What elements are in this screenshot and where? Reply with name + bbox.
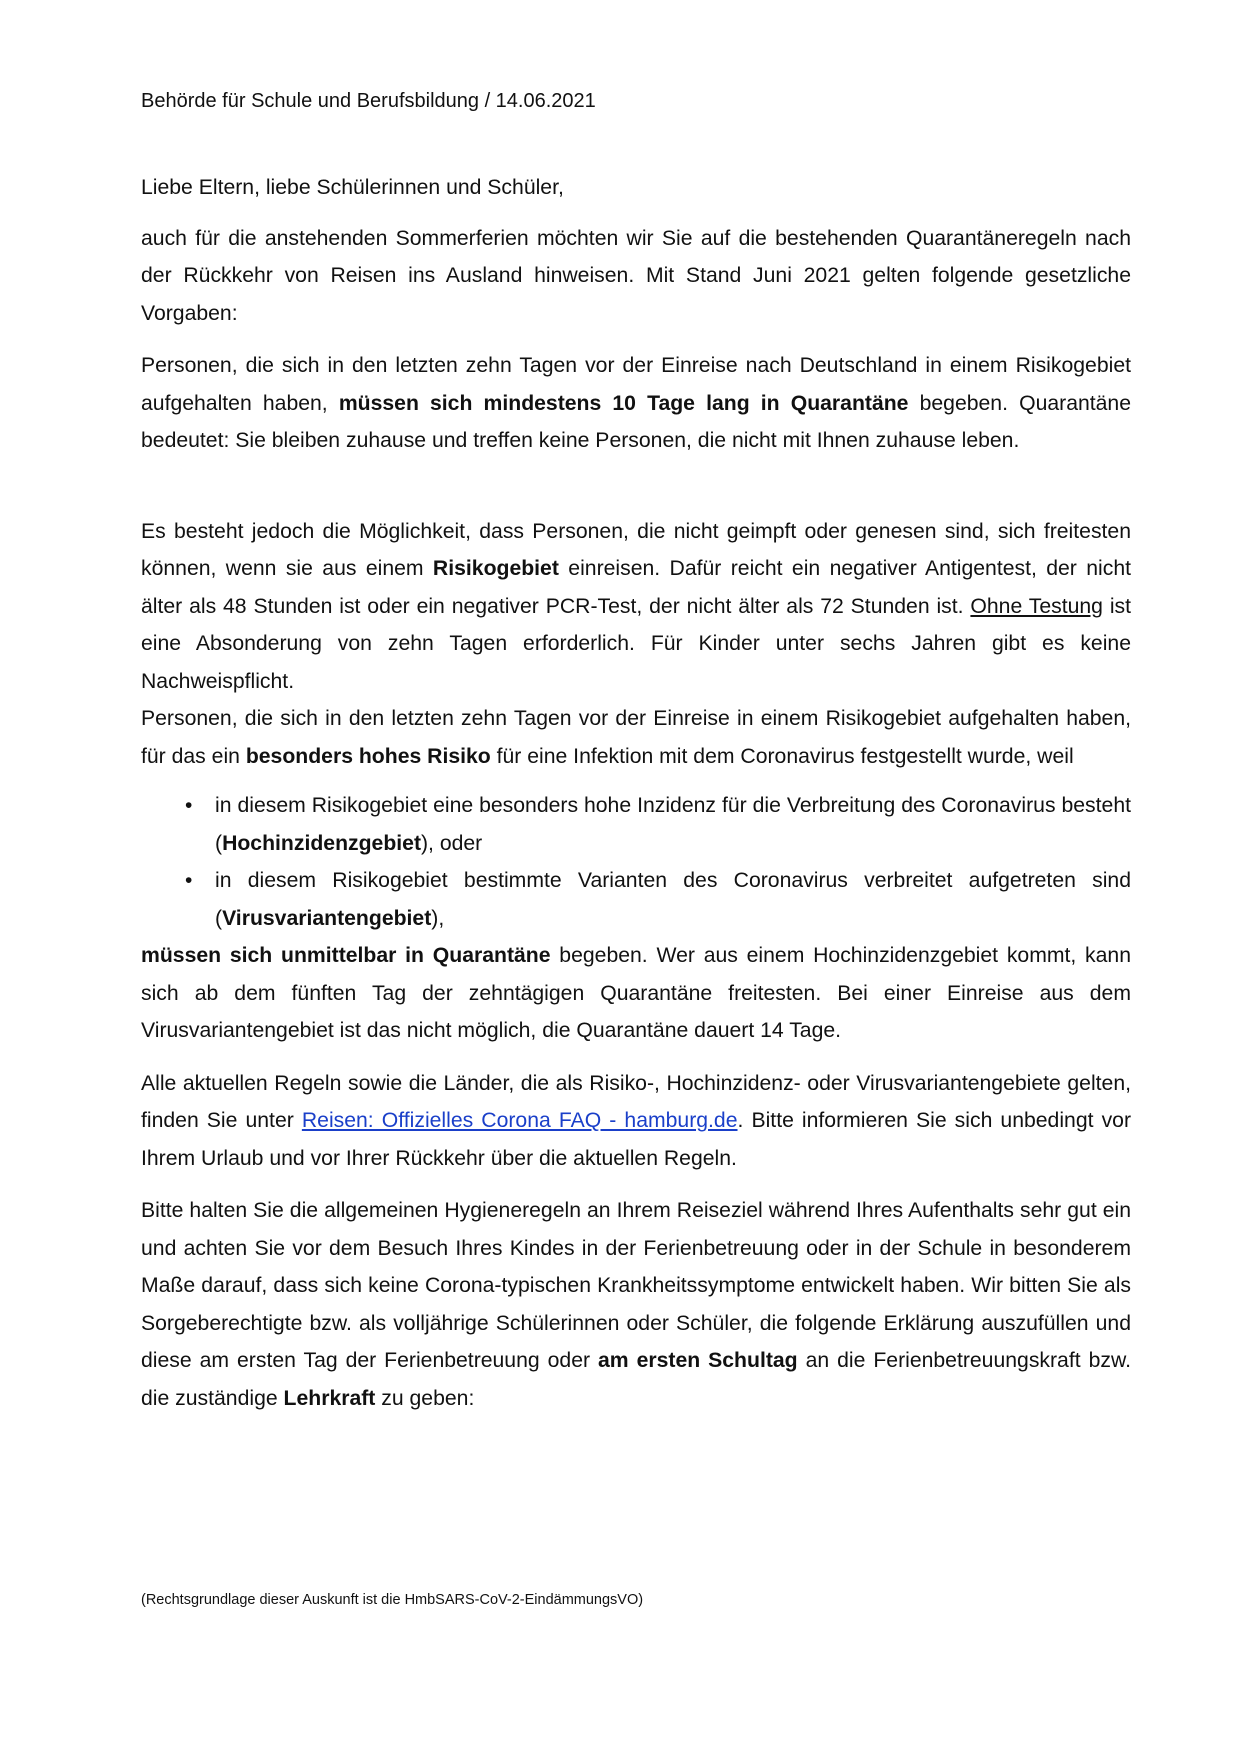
text: begeben. Quarantäne bedeutet: Sie bleiben zuhause und treffen keine Personen, die nicht mit Ihnen zuhause leben. <box>141 391 1131 452</box>
text: ), <box>431 906 445 930</box>
legal-footnote: (Rechtsgrundlage dieser Auskunft ist die HmbSARS-CoV-2-EindämmungsVO) <box>141 1592 644 1608</box>
text: zu geben: <box>375 1386 475 1410</box>
text: einreisen. Dafür reicht ein negativer Antigentest, der nicht älter als 48 Stunden ist oder ein negativer PCR-Test, der nicht älter als 72 Stunden ist. <box>141 557 1131 618</box>
text: ), oder <box>421 831 483 855</box>
text: Es besteht jedoch die Möglichkeit, dass Personen, die nicht geimpft oder genesen sind, sich freitesten können, wenn sie aus einem <box>141 519 1131 580</box>
paragraph-immediate-quarantine <box>141 937 1131 1050</box>
text: in diesem Risikogebiet eine besonders hohe Inzidenz für die Verbreitung des Coronavirus besteht ( <box>215 794 1131 855</box>
greeting: Liebe Eltern, liebe Schülerinnen und Schüler, <box>141 176 564 199</box>
bold-text: Lehrkraft <box>283 1386 376 1410</box>
list-item <box>141 862 1131 937</box>
bold-text: müssen sich unmittelbar in Quarantäne <box>141 944 551 967</box>
paragraph-high-risk <box>141 700 1131 775</box>
bold-text: Risikogebiet <box>432 557 559 580</box>
faq-link[interactable]: Reisen: Offizielles Corona FAQ - hamburg.de <box>301 1109 738 1132</box>
text: Bitte halten Sie die allgemeinen Hygieneregeln an Ihrem Reiseziel während Ihres Aufenthalts sehr gut ein und achten Sie vor dem Besuch Ihres Kindes in der Ferienbetreuung oder in der Schule in besonderem Maße darauf, dass sich keine Corona-typischen Krankheitssymptome entwickelt haben. Wir bitten Sie als Sorgeberechtigte bzw. als volljährige Schülerinnen oder Schüler, die folgende Erklärung auszufüllen und diese am ersten Tag der Ferienbetreuung oder <box>141 1199 1131 1372</box>
letter-header: Behörde für Schule und Berufsbildung / 14.06.2021 <box>141 90 596 112</box>
bold-text: am ersten Schultag <box>598 1349 798 1372</box>
text: ist eine Absonderung von zehn Tagen erforderlich. Für Kinder unter sechs Jahren gibt es keine Nachweispflicht. <box>141 594 1132 693</box>
bold-text: Virusvariantengebiet <box>222 906 432 930</box>
text: Alle aktuellen Regeln sowie die Länder, die als Risiko-, Hochinzidenz- oder Virusvariantengebiete gelten, finden Sie unter <box>141 1071 1131 1132</box>
bold-text: müssen sich mindestens 10 Tage lang in Quarantäne <box>338 391 909 415</box>
text: für eine Infektion mit dem Coronavirus festgestellt wurde, weil <box>490 744 1074 768</box>
letter-body <box>141 169 1131 1417</box>
text: in diesem Risikogebiet bestimmte Varianten des Coronavirus verbreitet aufgetreten sind ( <box>215 869 1131 930</box>
paragraph-hygiene-declaration <box>141 1192 1131 1417</box>
paragraph-intro: auch für die anstehenden Sommerferien möchten wir Sie auf die bestehenden Quarantäneregeln nach der Rückkehr von Reisen ins Ausland hinweisen. Mit Stand Juni 2021 gelten folgende gesetzliche Vorgaben: <box>141 226 1131 325</box>
list-item <box>141 787 1131 862</box>
risk-reason-list <box>141 787 1131 937</box>
text: begeben. Wer aus einem Hochinzidenzgebiet kommt, kann sich ab dem fünften Tag der zehntägigen Quarantäne freitesten. Bei einer Einreise aus dem Virusvariantengebiet ist das nicht möglich, die Quarantäne dauert 14 Tage. <box>141 944 1132 1042</box>
text: Personen, die sich in den letzten zehn Tagen vor der Einreise in einem Risikogebiet aufgehalten haben, für das ein <box>141 707 1131 768</box>
text: . Bitte informieren Sie sich unbedingt vor Ihrem Urlaub und vor Ihrer Rückkehr über die aktuellen Regeln. <box>141 1109 1131 1170</box>
paragraph-quarantine-rule <box>141 347 1131 460</box>
underlined-text: Ohne Testung <box>970 594 1103 618</box>
bold-text: Hochinzidenzgebiet <box>222 831 421 855</box>
bullet-icon: • <box>185 869 193 892</box>
paragraph-current-rules <box>141 1065 1131 1178</box>
text: an die Ferienbetreuungskraft bzw. die zuständige <box>141 1349 1131 1410</box>
bold-text: besonders hohes Risiko <box>245 744 491 768</box>
bullet-icon: • <box>185 794 193 817</box>
paragraph-test-release <box>141 513 1131 701</box>
text: Personen, die sich in den letzten zehn Tagen vor der Einreise nach Deutschland in einem Risikogebiet aufgehalten haben, <box>141 354 1131 415</box>
